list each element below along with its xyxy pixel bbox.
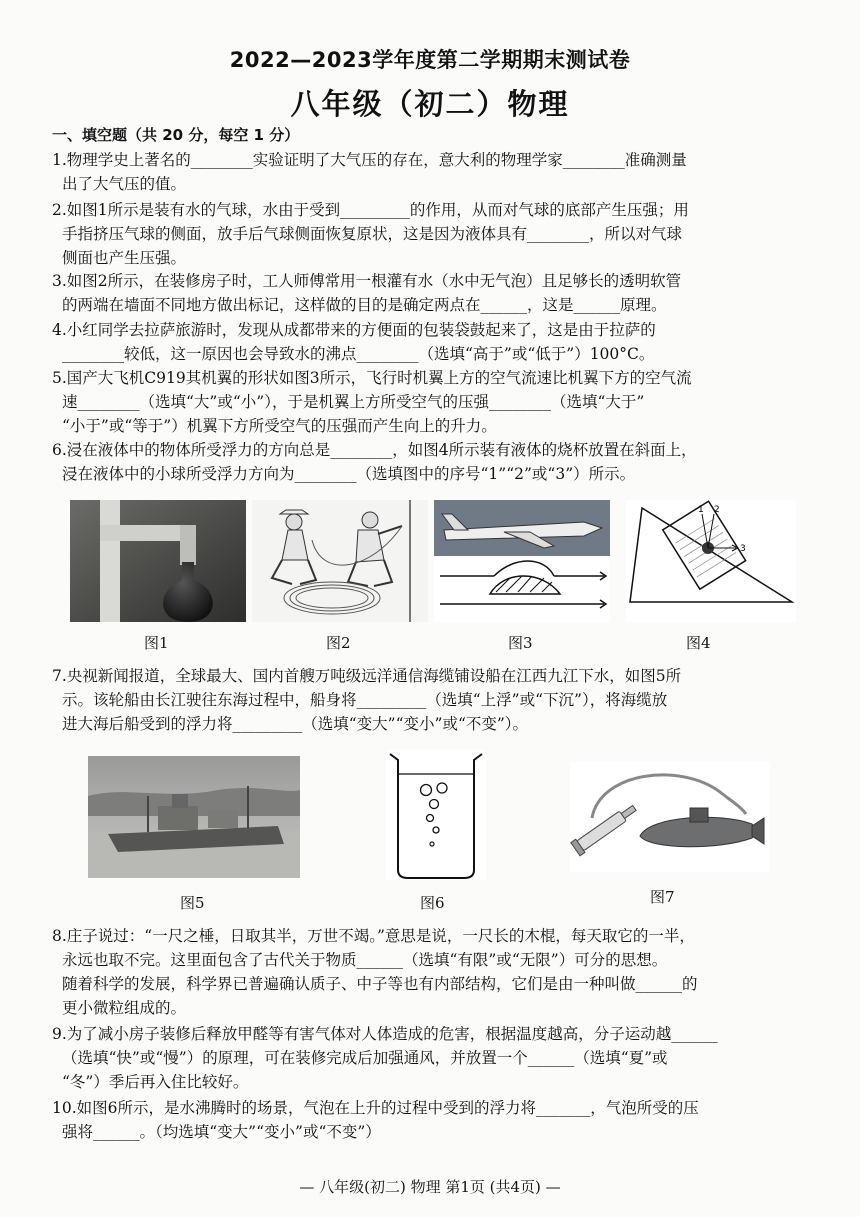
section-heading: 一、填空题（共 20 分，每空 1 分） [52, 126, 300, 144]
question-line: 3.如图2所示，在装修房子时，工人师傅常用一根灌有水（水中无气泡）且足够长的透明软管 [52, 272, 682, 290]
question-line: 侧面也产生压强。 [62, 249, 187, 267]
figure-3-caption: 图3 [508, 634, 533, 652]
question-line: 永远也取不完。这里面包含了古代关于物质______（选填“有限”或“无限”）可分的思想。 [62, 951, 668, 969]
figure-1-water-balloon [70, 500, 246, 622]
question-line: 手指挤压气球的侧面，放手后气球侧面恢复原状，这是因为液体具有________，所以对气球 [62, 225, 683, 243]
question-line: 6.浸在液体中的物体所受浮力的方向总是________，如图4所示装有液体的烧杯放置在斜面上， [52, 441, 697, 459]
question-line: ________较低，这一原因也会导致水的沸点________（选填“高于”或“低于”）100°C。 [62, 345, 655, 363]
question-line: 2.如图1所示是装有水的气球，水由于受到_________的作用，从而对气球的底部产生压强；用 [52, 201, 689, 219]
question-line: 示。该轮船由长江驶往东海过程中，船身将_________（选填“上浮”或“下沉”），将海缆放 [62, 691, 668, 709]
question-line: 浸在液体中的小球所受浮力方向为________（选填图中的序号“1”“2”或“3”）所示。 [62, 465, 636, 483]
figure-7-caption: 图7 [650, 888, 675, 906]
question-line: “小于”或“等于”）机翼下方所受空气的压强而产生向上的升力。 [62, 417, 497, 435]
page-footer: — 八年级(初二) 物理 第1页 (共4页) — [299, 1178, 561, 1196]
question-line: （选填“快”或“慢”）的原理，可在装修完成后加强通风，并放置一个______（选填“夏”或 [62, 1049, 668, 1067]
question-8 [52, 924, 822, 1020]
figure-2-workers-with-hose [252, 500, 428, 622]
question-line: 强将______。（均选填“变大”“变小”或“不变”） [62, 1123, 381, 1141]
question-5 [52, 366, 822, 438]
figure-6-caption: 图6 [420, 894, 445, 912]
question-line: 1.物理学史上著名的________实验证明了大气压的存在，意大利的物理学家________准确测量 [52, 151, 687, 169]
exam-title: 2022—2023学年度第二学期期末测试卷 [229, 48, 631, 72]
question-6 [52, 438, 822, 486]
question-line: 进大海后船受到的浮力将_________（选填“变大”“变小”或“不变”）。 [62, 715, 529, 733]
question-10 [52, 1096, 822, 1144]
figure-1-caption: 图1 [144, 634, 169, 652]
figure-5-caption: 图5 [180, 894, 205, 912]
question-line: 4.小红同学去拉萨旅游时，发现从成都带来的方便面的包装袋鼓起来了，这是由于拉萨的 [52, 321, 656, 339]
question-line: 10.如图6所示，是水沸腾时的场景，气泡在上升的过程中受到的浮力将_______，气泡所受的压 [52, 1099, 699, 1117]
question-line: 7.央视新闻报道，全球最大、国内首艘万吨级远洋通信海缆铺设船在江西九江下水，如图5所 [52, 667, 682, 685]
exam-subject-title: 八年级（初二）物理 [290, 87, 570, 121]
question-line: 出了大气压的值。 [62, 175, 187, 193]
question-line: 9.为了减小房子装修后释放甲醛等有害气体对人体造成的危害，根据温度越高，分子运动越______ [52, 1025, 718, 1043]
question-4 [52, 318, 822, 366]
figure-4-beaker-on-slope [626, 500, 796, 622]
question-3 [52, 269, 822, 317]
figure-4-label-2: 2 [714, 505, 720, 515]
figure-4-caption: 图4 [686, 634, 711, 652]
question-line: 8.庄子说过：“一尺之棰，日取其半，万世不竭。”意思是说，一尺长的木棍，每天取它的一半， [52, 927, 695, 945]
figure-5-cable-ship [88, 756, 300, 878]
figure-6-boiling-beaker [386, 750, 486, 880]
question-line: “冬”）季后再入住比较好。 [62, 1073, 249, 1091]
figure-2-caption: 图2 [326, 634, 351, 652]
question-9 [52, 1022, 822, 1094]
question-line: 更小微粒组成的。 [62, 999, 187, 1017]
figure-4-label-3: 3 [740, 544, 746, 554]
figure-4-label-1: 1 [698, 505, 704, 515]
question-7 [52, 664, 822, 736]
question-1 [52, 148, 822, 196]
figure-3-airplane-wing [434, 500, 610, 622]
question-2 [52, 198, 822, 270]
figure-7-submarine-model [570, 762, 770, 872]
question-line: 速________（选填“大”或“小”），于是机翼上方所受空气的压强________（选填“大于” [62, 393, 645, 411]
question-line: 5.国产大飞机C919其机翼的形状如图3所示，飞行时机翼上方的空气流速比机翼下方的空气流 [52, 369, 692, 387]
question-line: 随着科学的发展，科学界已普遍确认质子、中子等也有内部结构，它们是由一种叫做______的 [62, 975, 698, 993]
question-line: 的两端在墙面不同地方做出标记，这样做的目的是确定两点在______，这是______原理。 [62, 296, 667, 314]
